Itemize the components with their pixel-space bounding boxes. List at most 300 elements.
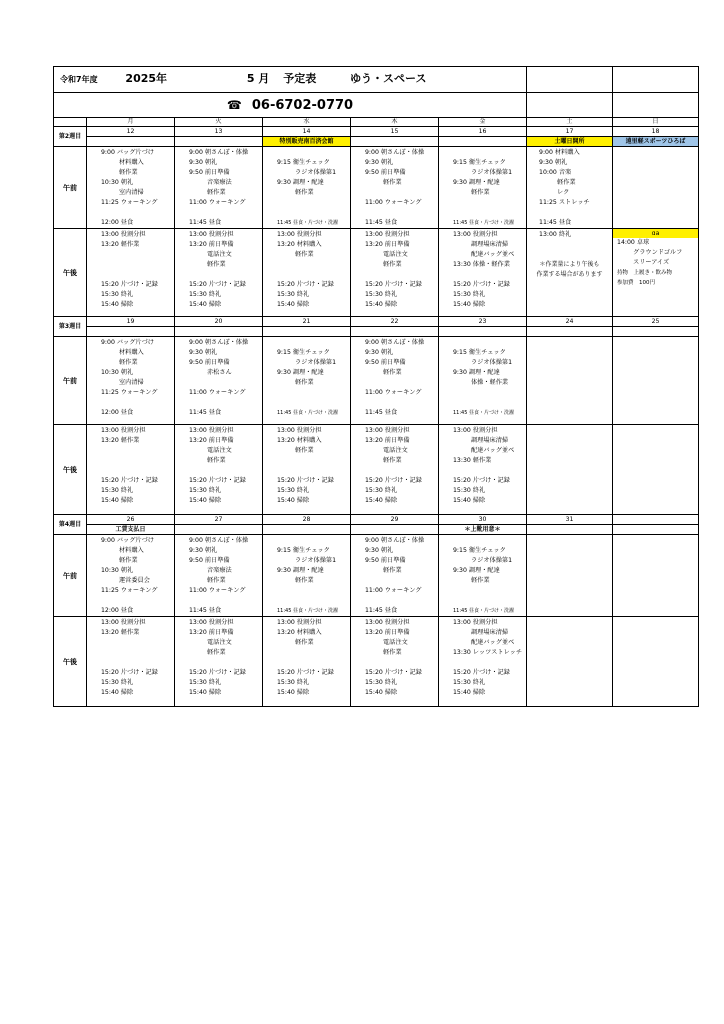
schedule-line: 軽作業 [207,649,226,656]
schedule-line [189,270,262,280]
pm-label: 午後 [54,617,87,707]
schedule-line: 9:00 朝さんぽ・体操 [189,537,249,544]
schedule-cell [263,337,351,425]
schedule-line [453,148,526,158]
schedule-line: 11:00 ウォーキング [189,199,246,206]
era-label: 令和7年度 [60,75,98,84]
schedule-line: 9:15 衛生チェック [277,349,330,356]
schedule-line: 15:30 終礼 [101,679,134,686]
schedule-line: 9:50 前日準備 [365,557,406,564]
schedule-cell [613,147,699,229]
schedule-line: 14:00 卓球 [617,239,650,246]
event-cell [613,327,699,337]
schedule-line [277,536,350,546]
schedule-line: 電話注文 [207,251,232,258]
schedule-line: 13:20 前日準備 [189,241,234,248]
schedule-line: 9:15 衛生チェック [277,547,330,554]
schedule-line: 軽作業 [207,577,226,584]
schedule-line [101,446,174,456]
schedule-line [453,658,526,668]
schedule-line: 軽作業 [557,179,576,186]
day-header: 月 [87,118,175,127]
event-cell [263,525,351,535]
event-cell [87,327,175,337]
date-cell: 15 [351,127,439,137]
schedule-line: 12:00 昼食 [101,607,134,614]
schedule-line: 軽作業 [295,379,314,386]
schedule-line [189,208,262,218]
schedule-line: 13:20 前日準備 [365,241,410,248]
schedule-line: 軽作業 [383,261,402,268]
schedule-line: 13:00 役割分担 [365,231,410,238]
pm-label: 午後 [54,425,87,515]
schedule-cell [175,535,263,617]
schedule-line: 15:20 片づけ・記録 [101,477,158,484]
schedule-line [101,648,174,658]
schedule-line: 15:40 掃除 [101,301,134,308]
schedule-line [189,398,262,408]
schedule-cell [87,617,175,707]
schedule-line: 音楽療法 [207,179,232,186]
day-header: 金 [439,118,527,127]
schedule-line: 軽作業 [383,567,402,574]
schedule-line: 15:40 掃除 [101,497,134,504]
date-cell: 30 [439,515,527,525]
schedule-line: 調理場床清掃 [471,241,509,248]
schedule-line: 11:45 昼食・片づけ・洗濯 [453,220,514,226]
schedule-line: 11:45 昼食 [365,409,398,416]
schedule-line [277,658,350,668]
schedule-line [453,270,526,280]
schedule-line: 13:00 役割分担 [101,427,146,434]
schedule-line [189,466,262,476]
schedule-line: 15:20 片づけ・記録 [365,669,422,676]
event-cell: 特別販売南百済会館 [263,137,351,147]
schedule-line: 11:00 ウォーキング [189,587,246,594]
schedule-line: 13:20 前日準備 [189,437,234,444]
schedule-line: 15:30 終礼 [365,679,398,686]
schedule-cell [175,425,263,515]
schedule-line [101,250,174,260]
schedule-line [365,188,438,198]
schedule-cell [87,535,175,617]
schedule-line: 9:00 バッグ片づけ [101,149,154,156]
schedule-line: 15:40 掃除 [277,497,310,504]
schedule-cell [439,337,527,425]
schedule-line: 13:00 役割分担 [101,231,146,238]
schedule-line [453,388,526,398]
schedule-line: 15:30 終礼 [277,679,310,686]
schedule-line: 9:50 前日準備 [365,359,406,366]
schedule-line [365,466,438,476]
schedule-line: 15:30 終礼 [453,679,486,686]
schedule-line: 電話注文 [383,251,408,258]
schedule-line [101,270,174,280]
schedule-line: 13:20 材料購入 [277,437,322,444]
schedule-line: 9:30 朝礼 [365,547,394,554]
schedule-line: 15:20 片づけ・記録 [453,669,510,676]
schedule-line: 9:15 衛生チェック [277,159,330,166]
date-cell: 27 [175,515,263,525]
schedule-line [277,456,350,466]
schedule-cell [175,617,263,707]
schedule-cell [263,147,351,229]
schedule-line: 15:20 片づけ・記録 [277,477,334,484]
event-cell: 土曜日開所 [527,137,613,147]
schedule-cell [439,147,527,229]
schedule-line: 電話注文 [383,639,408,646]
schedule-line: スリーアイズ [633,259,670,266]
schedule-line: 11:25 ストレッチ [539,199,590,206]
schedule-line: 室内清掃 [119,189,144,196]
schedule-line [101,398,174,408]
schedule-line: 13:00 役割分担 [365,427,410,434]
schedule-line [101,466,174,476]
header-blank-3 [527,93,613,118]
schedule-line: 9:00 朝さんぽ・体操 [189,339,249,346]
schedule-line: 15:20 片づけ・記録 [189,281,246,288]
schedule-cell [613,425,699,515]
schedule-line: 15:40 掃除 [365,689,398,696]
schedule-cell [613,535,699,617]
schedule-line: 9:15 衛生チェック [453,159,506,166]
event-cell [175,137,263,147]
event-cell [351,525,439,535]
schedule-line: 軽作業 [207,457,226,464]
month-label: 5 月 [246,72,270,85]
date-cell: 21 [263,317,351,327]
schedule-line [277,648,350,658]
schedule-line: 軽作業 [119,169,138,176]
schedule-line: 13:00 役割分担 [453,231,498,238]
schedule-line: ラジオ体操第1 [295,169,337,176]
schedule-line: 12:00 昼食 [101,409,134,416]
event-cell [613,525,699,535]
event-cell: 遠里軽スポーツひろば [613,137,699,147]
date-cell: 22 [351,317,439,327]
schedule-line: 配達バッグ並べ [471,639,515,646]
schedule-line: 9:30 調理・配達 [453,567,500,574]
phone-number: 06-6702-0770 [251,97,354,113]
schedule-line: 13:00 役割分担 [189,619,234,626]
schedule-line: 材料購入 [119,349,144,356]
schedule-line: ラジオ体操第1 [471,359,513,366]
schedule-line: 参加費 100円 [617,280,656,286]
schedule-line: 15:30 終礼 [277,487,310,494]
schedule-line: 15:40 掃除 [453,689,486,696]
schedule-line: 13:30 レッツストレッチ [453,649,523,656]
schedule-line: 11:45 昼食 [365,607,398,614]
date-cell: 17 [527,127,613,137]
corner-cell [54,118,87,127]
schedule-line: 軽作業 [119,557,138,564]
schedule-line [101,208,174,218]
schedule-line [101,638,174,648]
pm-label: 午後 [54,229,87,317]
schedule-line: 11:25 ウォーキング [101,389,158,396]
event-cell [439,327,527,337]
schedule-line: 13:20 軽作業 [101,629,140,636]
sunday-event-cell [613,229,699,317]
schedule-line: ラジオ体操第1 [471,169,513,176]
schedule-line: 15:40 掃除 [453,301,486,308]
am-label: 午前 [54,535,87,617]
schedule-line: 調理場床清掃 [471,629,509,636]
schedule-cell [527,337,613,425]
schedule-line: 軽作業 [295,447,314,454]
schedule-line: 15:40 掃除 [277,301,310,308]
schedule-line: 13:20 軽作業 [101,437,140,444]
schedule-line: 15:30 終礼 [189,487,222,494]
schedule-line: 軽作業 [119,359,138,366]
schedule-line: 9:30 調理・配達 [453,179,500,186]
schedule-line: 11:00 ウォーキング [365,199,422,206]
date-cell [613,515,699,525]
schedule-line: 13:00 役割分担 [453,427,498,434]
schedule-line: 軽作業 [383,457,402,464]
schedule-line: 軽作業 [383,649,402,656]
schedule-cell [527,617,613,707]
schedule-line [189,658,262,668]
schedule-line: 9:30 調理・配達 [277,567,324,574]
schedule-line: 11:45 昼食・片づけ・洗濯 [453,410,514,416]
schedule-cell [439,617,527,707]
schedule-line: 13:20 前日準備 [189,629,234,636]
date-cell: 13 [175,127,263,137]
schedule-line: 9:00 材料購入 [539,149,580,156]
schedule-line: 11:00 ウォーキング [365,389,422,396]
schedule-line: 配達バッグ並べ [471,251,515,258]
week-label: 第3週目 [54,317,87,337]
schedule-line: 11:45 昼食 [189,607,222,614]
schedule-line [365,596,438,606]
schedule-line: 11:25 ウォーキング [101,587,158,594]
schedule-table [53,66,699,707]
schedule-line: 13:20 前日準備 [365,629,410,636]
schedule-line: 9:00 朝さんぽ・体操 [365,149,425,156]
schedule-line: 13:20 材料購入 [277,629,322,636]
schedule-line: 体操・軽作業 [471,379,509,386]
schedule-line: 13:00 役割分担 [453,619,498,626]
schedule-line [365,208,438,218]
schedule-line: 9:00 バッグ片づけ [101,537,154,544]
saturday-note: ＊作業量により午後も [539,261,600,268]
event-cell: ＊上靴用意＊ [439,525,527,535]
schedule-line: 11:00 ウォーキング [189,389,246,396]
schedule-line [277,586,350,596]
schedule-line [101,658,174,668]
schedule-line: 軽作業 [295,577,314,584]
schedule-line: 11:45 昼食 [365,219,398,226]
schedule-line [453,208,526,218]
event-cell [175,525,263,535]
event-cell [439,137,527,147]
phone-icon: ☎ [226,97,242,112]
schedule-line: 軽作業 [295,639,314,646]
schedule-line: 10:00 音楽 [539,169,572,176]
schedule-line: 9:30 調理・配達 [277,179,324,186]
day-header: 日 [613,118,699,127]
schedule-line: 15:20 片づけ・記録 [101,669,158,676]
schedule-line: 9:30 調理・配達 [277,369,324,376]
schedule-cell [527,425,613,515]
schedule-line: 13:30 体操・軽作業 [453,261,510,268]
schedule-line: 9:30 調理・配達 [453,369,500,376]
schedule-line: 軽作業 [471,189,490,196]
phone-cell [54,93,527,118]
schedule-line: 15:40 掃除 [365,301,398,308]
place-label: ゆう・スペース [350,72,427,85]
schedule-line: 9:00 朝さんぽ・体操 [365,537,425,544]
event-cell [351,327,439,337]
event-cell [87,137,175,147]
schedule-line: 13:00 役割分担 [101,619,146,626]
schedule-line [277,466,350,476]
schedule-line: 軽作業 [295,251,314,258]
schedule-line: 15:20 片づけ・記録 [365,477,422,484]
date-cell: 31 [527,515,613,525]
schedule-line: 15:30 終礼 [365,291,398,298]
schedule-line: レク [557,189,570,196]
date-cell: 23 [439,317,527,327]
schedule-line: 15:20 片づけ・記録 [189,669,246,676]
schedule-line: 13:20 前日準備 [365,437,410,444]
schedule-line: 軽作業 [207,189,226,196]
schedule-line: 15:20 片づけ・記録 [277,669,334,676]
schedule-cell [351,535,439,617]
schedule-line [365,576,438,586]
schedule-line: 軽作業 [383,179,402,186]
schedule-cell [351,229,439,317]
schedule-line: 9:30 朝礼 [365,159,394,166]
schedule-line: 15:20 片づけ・記録 [277,281,334,288]
schedule-line: 13:20 材料購入 [277,241,322,248]
schedule-line [365,378,438,388]
spacer [527,240,612,260]
schedule-line: 9:30 朝礼 [189,547,218,554]
date-cell: 19 [87,317,175,327]
schedule-line: 軽作業 [471,577,490,584]
week-label: 第2週目 [54,127,87,147]
schedule-cell [87,229,175,317]
schedule-line: 15:30 終礼 [101,291,134,298]
schedule-line: 13:00 役割分担 [365,619,410,626]
schedule-cell [87,425,175,515]
schedule-line: ラジオ体操第1 [295,557,337,564]
date-cell: 14 [263,127,351,137]
schedule-line: 13:00 役割分担 [277,231,322,238]
header-blank-1 [527,67,613,93]
schedule-line [277,388,350,398]
schedule-line: 10:30 朝礼 [101,567,134,574]
schedule-line: 11:45 昼食 [539,219,572,226]
schedule-line: 9:30 朝礼 [189,349,218,356]
schedule-line [101,596,174,606]
schedule-sheet [53,66,698,717]
schedule-line: 9:50 前日準備 [189,359,230,366]
schedule-line: 材料購入 [119,547,144,554]
schedule-line: 9:50 前日準備 [189,169,230,176]
day-header: 水 [263,118,351,127]
date-cell: 28 [263,515,351,525]
schedule-line [365,658,438,668]
schedule-line: 11:45 昼食・片づけ・洗濯 [277,608,338,614]
day-header: 木 [351,118,439,127]
schedule-line: ラジオ体操第1 [471,557,513,564]
schedule-line: 9:50 前日準備 [365,169,406,176]
event-cell [263,327,351,337]
schedule-line: 9:50 前日準備 [189,557,230,564]
saturday-note: 作業する場合があります [536,271,603,278]
schedule-line: 11:45 昼食 [189,219,222,226]
schedule-line: 13:00 終礼 [539,231,572,238]
schedule-cell [527,147,613,229]
schedule-line: 11:45 昼食・片づけ・洗濯 [277,410,338,416]
schedule-line [365,398,438,408]
event-cell [351,137,439,147]
schedule-line: 13:00 役割分担 [277,427,322,434]
schedule-line [453,466,526,476]
schedule-line: 15:40 掃除 [189,497,222,504]
schedule-line: 軽作業 [207,261,226,268]
schedule-line: 室内清掃 [119,379,144,386]
schedule-line: 電話注文 [207,639,232,646]
schedule-line: 15:40 掃除 [189,301,222,308]
schedule-line: 13:30 軽作業 [453,457,492,464]
schedule-line [277,338,350,348]
year-label: 2025年 [125,72,168,85]
schedule-line: 電話注文 [207,447,232,454]
schedule-line [189,596,262,606]
event-cell [527,525,613,535]
schedule-line: 調理場床清掃 [471,437,509,444]
schedule-line: 11:45 昼食 [189,409,222,416]
schedule-line: 15:30 終礼 [453,487,486,494]
schedule-line: 15:40 掃除 [365,497,398,504]
am-label: 午前 [54,337,87,425]
schedule-line: 9:00 朝さんぽ・体操 [189,149,249,156]
schedule-line: 音楽療法 [207,567,232,574]
schedule-cell [263,535,351,617]
schedule-line: 15:40 掃除 [101,689,134,696]
sunday-event-bar: ɑa [613,229,698,238]
schedule-cell [175,147,263,229]
schedule-line: 材料購入 [119,159,144,166]
schedule-line [101,260,174,270]
schedule-line: 13:00 役割分担 [189,231,234,238]
schedule-line [277,260,350,270]
event-cell [527,327,613,337]
schedule-cell [263,617,351,707]
week-label: 第4週目 [54,515,87,535]
schedule-line [453,198,526,208]
schedule-cell [439,229,527,317]
schedule-line: 11:00 ウォーキング [365,587,422,594]
schedule-line: 11:25 ウォーキング [101,199,158,206]
day-header: 土 [527,118,613,127]
schedule-line: 15:20 片づけ・記録 [189,477,246,484]
schedule-line: 持物 上履き・飲み物 [617,270,673,276]
schedule-line: 15:40 掃除 [189,689,222,696]
schedule-cell [263,425,351,515]
schedule-line: 電話注文 [383,447,408,454]
schedule-cell [613,617,699,707]
schedule-line: 13:00 役割分担 [277,619,322,626]
schedule-cell [527,535,613,617]
header-blank-2 [613,67,699,93]
schedule-line: 配達バッグ並べ [471,447,515,454]
schedule-cell [351,337,439,425]
